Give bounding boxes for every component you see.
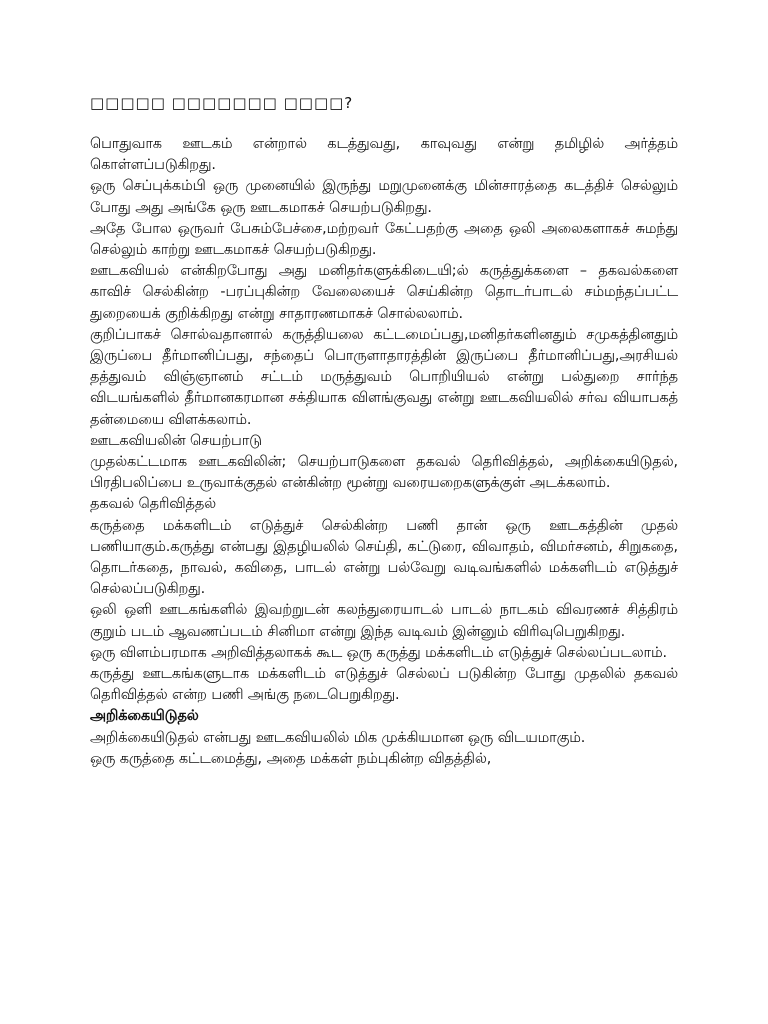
paragraph: ஒரு விளம்பரமாக அறிவித்தலாகக் கூட ஒரு கருத்து மக்களிடம் எடுத்துச் செல்லப்படலாம்.	[90, 644, 668, 661]
paragraph: பொதுவாக ஊடகம் என்றால் கடத்துவது, காவுவது என்று தமிழில் அர்த்தம் கொள்ளப்படுகிறது.	[90, 136, 678, 174]
paragraph: முதல்கட்டமாக ஊடகவிலின்; செயற்பாடுகளை தகவல் தெரிவித்தல், அறிக்கையிடுதல், பிரதிபலிப்பை உருவாக்குதல் என்கின்ற மூன்று வரையறைகளுக்குள் அடக்கலாம்.	[90, 454, 678, 492]
paragraph: அறிக்கையிடுதல் என்பது ஊடகவியலில் மிக முக்கியமான ஒரு விடயமாகும்.	[90, 729, 586, 746]
paragraph: கருத்து ஊடகங்களுடாக மக்களிடம் எடுத்துச் செல்லப் படுகின்ற போது முதலில் தகவல் தெரிவித்தல் என்ற பணி அங்கு நடைபெறுகிறது.	[90, 666, 678, 704]
paragraph: குறிப்பாகச் சொல்வதானால் கருத்தியலை கட்டமைப்பது,மனிதர்களினதும் சமுகத்தினதும் இருப்பை தீர்மானிப்பது, சந்தைப் பொருளாதாரத்தின் இருப்பை தீர்மானிப்பது,அரசியல் தத்துவம் விஞ்ஞானம் சட்டம் மருத்துவம் பொறியியல் என்று பல்துறை சார்ந்த விடயங்களில் தீர்மானகரமான சக்தியாக விளங்குவது என்று ஊடகவியலில் சர்வ வியாபகத் தன்மையை விளக்கலாம்.	[90, 326, 678, 428]
section-heading: அறிக்கையிடுதல்	[90, 708, 199, 725]
paragraph: ஒரு கருத்தை கட்டமைத்து, அதை மக்கள் நம்புகின்ற விதத்தில்,	[90, 750, 492, 767]
paragraph: கருத்தை மக்களிடம் எடுத்துச் செல்கின்ற பணி தான் ஒரு ஊடகத்தின் முதல் பணியாகும்.கருத்து என்பது இதழியலில் செய்தி, கட்டுரை, விவாதம், விமர்சனம், சிறுகதை, தொடர்கதை, நாவல், கவிதை, பாடல் என்று பல்வேறு வடிவங்களில் மக்களிடம் எடுத்துச் செல்லப்படுகிறது.	[90, 517, 678, 598]
paragraph: ஒரு செப்புக்கம்பி ஒரு முனையில் இருந்து மறுமுனைக்கு மின்சாரத்தை கடத்திச் செல்லும் போது அது அங்கே ஒரு ஊடகமாகச் செயற்படுகிறது.	[90, 178, 678, 216]
document-title: □□□□□ □□□□□□□ □□□□?	[90, 94, 354, 112]
document-page	[90, 92, 678, 770]
paragraph: ஊடகவியல் என்கிறபோது அது மனிதர்களுக்கிடையி;ல் கருத்துக்களை – தகவல்களை காவிச் செல்கின்ற -பரப்புகின்ற வேலையைச் செய்கின்ற தொடர்பாடல் சம்மந்தப்பட்ட துறையைக் குறிக்கிறது என்று சாதாரணமாகச் சொல்லலாம்.	[90, 263, 678, 322]
paragraph: ஒலி ஒளி ஊடகங்களில் இவற்றுடன் கலந்துரையாடல் பாடல் நாடகம் விவரணச் சித்திரம் குறும் படம் ஆவணப்படம் சினிமா என்று இந்த வடிவம் இன்னும் விரிவுபெறுகிறது.	[90, 602, 678, 640]
section-heading: ஊடகவியலின் செயற்பாடு	[90, 432, 262, 449]
section-heading: தகவல் தெரிவித்தல்	[90, 496, 217, 513]
paragraph: அதே போல ஒருவர் பேசும்பேச்சை,மற்றவர் கேட்பதற்கு அதை ஒலி அலைகளாகச் சுமந்து செல்லும் காற்று ஊடகமாகச் செயற்படுகிறது.	[90, 220, 678, 259]
